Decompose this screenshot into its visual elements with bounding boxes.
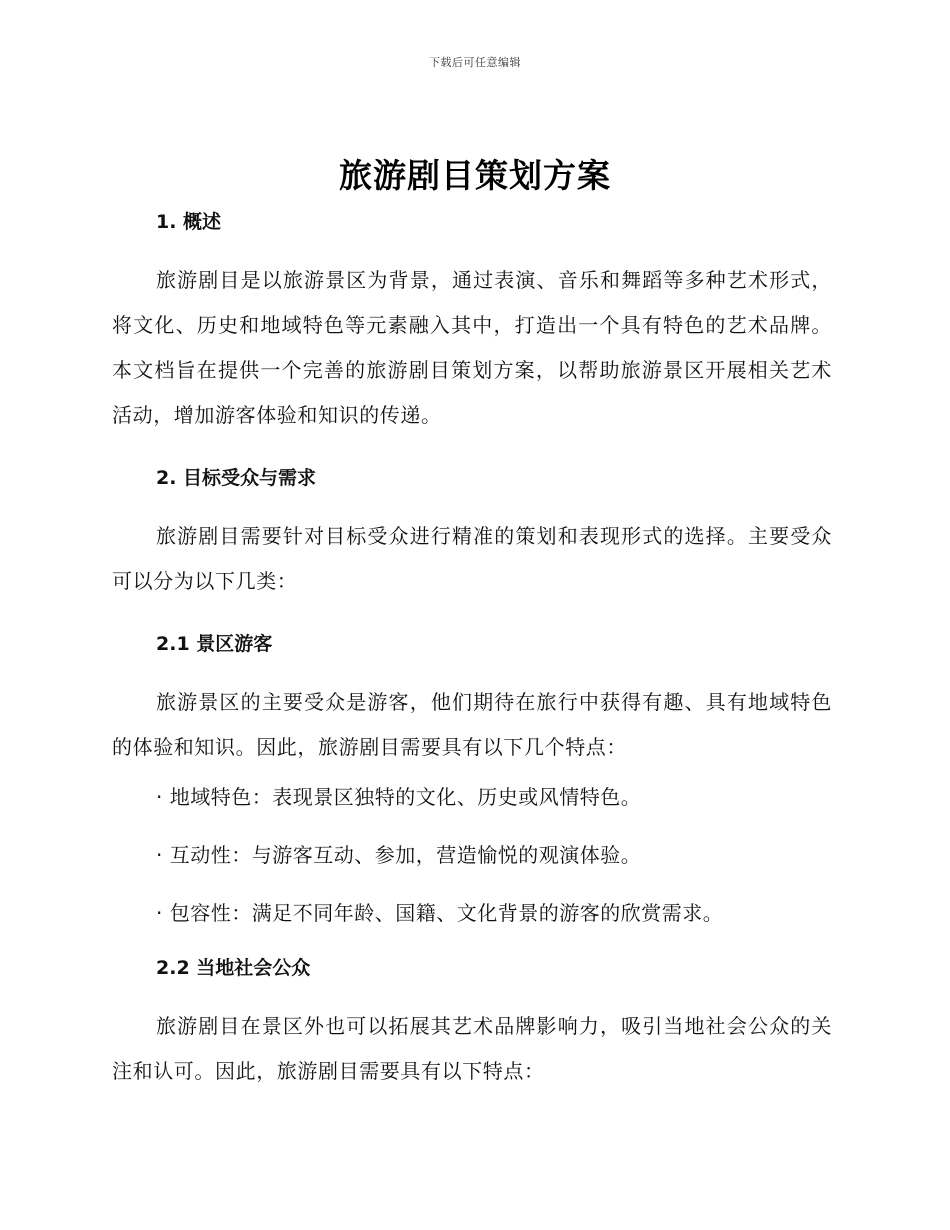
document-title: 旅游剧目策划方案 — [339, 156, 611, 195]
paragraph-audience: 旅游剧目需要针对目标受众进行精准的策划和表现形式的选择。主要受众可以分为以下几类： — [112, 524, 832, 593]
section-heading-tourists: 2.1 景区游客 — [156, 633, 273, 655]
paragraph-tourists: 旅游景区的主要受众是游客，他们期待在旅行中获得有趣、具有地域特色的体验和知识。因此，旅游剧目需要具有以下几个特点： — [112, 690, 832, 759]
list-item: · 地域特色：表现景区独特的文化、历史或风情特色。 — [156, 785, 642, 809]
section-heading-local-public: 2.2 当地社会公众 — [156, 957, 311, 979]
section-heading-overview: 1. 概述 — [156, 211, 222, 233]
section-heading-audience: 2. 目标受众与需求 — [156, 467, 317, 489]
list-item: · 包容性：满足不同年龄、国籍、文化背景的游客的欣赏需求。 — [156, 901, 724, 925]
list-item: · 互动性：与游客互动、参加，营造愉悦的观演体验。 — [156, 843, 642, 867]
header-note: 下载后可任意编辑 — [429, 56, 521, 69]
document-body — [112, 204, 832, 1094]
paragraph-overview: 旅游剧目是以旅游景区为背景，通过表演、音乐和舞蹈等多种艺术形式，将文化、历史和地域特色等元素融入其中，打造出一个具有特色的艺术品牌。本文档旨在提供一个完善的旅游剧目策划方案，以帮助旅游景区开展相关艺术活动，增加游客体验和知识的传递。 — [112, 268, 832, 427]
paragraph-local-public: 旅游剧目在景区外也可以拓展其艺术品牌影响力，吸引当地社会公众的关注和认可。因此，旅游剧目需要具有以下特点： — [112, 1014, 832, 1083]
